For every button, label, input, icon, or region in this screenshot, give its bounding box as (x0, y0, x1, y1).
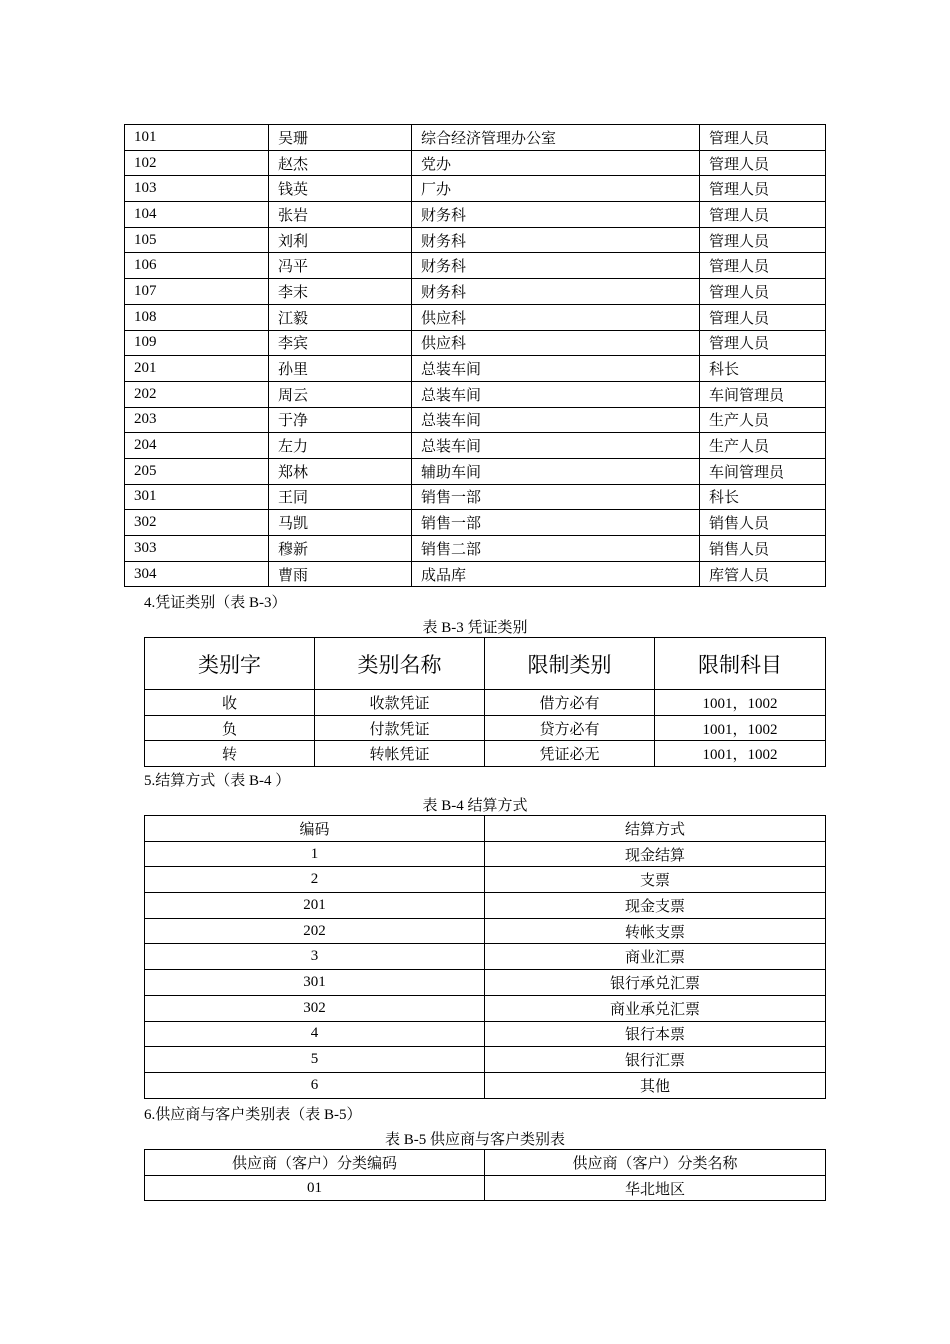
table-cell: 销售人员 (700, 536, 826, 562)
table-cell: 贷方必有 (485, 715, 655, 741)
employee-row (125, 176, 826, 202)
employee-table (124, 124, 826, 587)
table-cell: 科长 (700, 356, 826, 382)
table-cell: 成品库 (412, 561, 700, 587)
table-cell: 凭证必无 (485, 741, 655, 767)
table-cell: 财务科 (412, 227, 700, 253)
table-cell: 102 (125, 150, 269, 176)
table-cell: 李末 (269, 279, 412, 305)
table-b4-caption: 表 B-4 结算方式 (422, 798, 528, 814)
table-cell: 销售二部 (412, 536, 700, 562)
table-cell: 202 (145, 918, 485, 944)
table-cell: 支票 (485, 867, 826, 893)
table-cell: 1 (145, 841, 485, 867)
table-cell: 2 (145, 867, 485, 893)
table-cell: 借方必有 (485, 690, 655, 716)
table-cell: 马凯 (269, 510, 412, 536)
employee-row (125, 458, 826, 484)
settlement-row (145, 867, 826, 893)
header-code: 编码 (145, 816, 485, 842)
employee-row (125, 484, 826, 510)
employee-row (125, 227, 826, 253)
employee-row (125, 125, 826, 151)
table-b5-caption: 表 B-5 供应商与客户类别表 (384, 1132, 565, 1148)
employee-row (125, 304, 826, 330)
table-cell: 管理人员 (700, 176, 826, 202)
table-cell: 银行承兑汇票 (485, 970, 826, 996)
table-cell: 财务科 (412, 253, 700, 279)
table-cell: 总装车间 (412, 407, 700, 433)
table-cell: 党办 (412, 150, 700, 176)
table-cell: 107 (125, 279, 269, 305)
employee-row (125, 253, 826, 279)
table-cell: 销售一部 (412, 484, 700, 510)
header-category-name: 类别名称 (315, 638, 485, 690)
table-cell: 4 (145, 1021, 485, 1047)
table-cell: 负 (145, 715, 315, 741)
table-cell: 201 (145, 893, 485, 919)
employee-row (125, 561, 826, 587)
table-cell: 江毅 (269, 304, 412, 330)
employee-row (125, 433, 826, 459)
header-category-name: 供应商（客户）分类名称 (485, 1150, 826, 1176)
table-cell: 205 (125, 458, 269, 484)
table-cell: 刘利 (269, 227, 412, 253)
table-cell: 302 (125, 510, 269, 536)
table-cell: 销售人员 (700, 510, 826, 536)
supplier-customer-category-table (144, 1149, 826, 1201)
table-cell: 周云 (269, 381, 412, 407)
employee-row (125, 510, 826, 536)
table-cell: 1001，1002 (655, 715, 826, 741)
table-cell: 管理人员 (700, 304, 826, 330)
table-cell: 管理人员 (700, 125, 826, 151)
table-cell: 华北地区 (485, 1175, 826, 1201)
employee-row (125, 279, 826, 305)
table-cell: 收 (145, 690, 315, 716)
table-cell: 202 (125, 381, 269, 407)
table-cell: 总装车间 (412, 356, 700, 382)
table-cell: 科长 (700, 484, 826, 510)
employee-row (125, 407, 826, 433)
voucher-type-table (144, 637, 826, 767)
table-cell: 1001，1002 (655, 741, 826, 767)
settlement-row (145, 1047, 826, 1073)
settlement-row (145, 970, 826, 996)
table-cell: 销售一部 (412, 510, 700, 536)
voucher-type-row (145, 690, 826, 716)
table-cell: 穆新 (269, 536, 412, 562)
table-cell: 曹雨 (269, 561, 412, 587)
table-cell: 其他 (485, 1072, 826, 1098)
table-cell: 综合经济管理办公室 (412, 125, 700, 151)
table-cell: 孙里 (269, 356, 412, 382)
table-cell: 301 (125, 484, 269, 510)
employee-row (125, 202, 826, 228)
section5-heading: 5.结算方式（表 B-4 ） (144, 773, 291, 789)
table-cell: 104 (125, 202, 269, 228)
table-cell: 101 (125, 125, 269, 151)
voucher-type-row (145, 715, 826, 741)
table-cell: 现金支票 (485, 893, 826, 919)
table-cell: 吴珊 (269, 125, 412, 151)
header-category-code: 供应商（客户）分类编码 (145, 1150, 485, 1176)
header-category-char: 类别字 (145, 638, 315, 690)
table-cell: 转帐支票 (485, 918, 826, 944)
table-cell: 付款凭证 (315, 715, 485, 741)
settlement-row (145, 944, 826, 970)
table-cell: 财务科 (412, 279, 700, 305)
table-cell: 103 (125, 176, 269, 202)
table-cell: 郑林 (269, 458, 412, 484)
settlement-row (145, 995, 826, 1021)
table-cell: 收款凭证 (315, 690, 485, 716)
table-cell: 总装车间 (412, 381, 700, 407)
table-cell: 供应科 (412, 330, 700, 356)
employee-row (125, 536, 826, 562)
section6-heading: 6.供应商与客户类别表（表 B-5） (144, 1107, 362, 1123)
table-cell: 302 (145, 995, 485, 1021)
table-cell: 201 (125, 356, 269, 382)
table-cell: 冯平 (269, 253, 412, 279)
table-cell: 商业汇票 (485, 944, 826, 970)
table-cell: 203 (125, 407, 269, 433)
settlement-row (145, 1021, 826, 1047)
table-cell: 109 (125, 330, 269, 356)
table-cell: 管理人员 (700, 150, 826, 176)
table-cell: 6 (145, 1072, 485, 1098)
table-cell: 105 (125, 227, 269, 253)
table-b3-caption: 表 B-3 凭证类别 (422, 620, 528, 636)
table-cell: 5 (145, 1047, 485, 1073)
category-row (145, 1175, 826, 1201)
table-cell: 赵杰 (269, 150, 412, 176)
table-cell: 转帐凭证 (315, 741, 485, 767)
table-cell: 1001，1002 (655, 690, 826, 716)
table-cell: 李宾 (269, 330, 412, 356)
header-settlement-method: 结算方式 (485, 816, 826, 842)
table-cell: 现金结算 (485, 841, 826, 867)
table-cell: 供应科 (412, 304, 700, 330)
table-cell: 银行汇票 (485, 1047, 826, 1073)
table-cell: 管理人员 (700, 227, 826, 253)
settlement-method-table (144, 815, 826, 1099)
table-cell: 车间管理员 (700, 381, 826, 407)
table-cell: 转 (145, 741, 315, 767)
employee-row (125, 381, 826, 407)
settlement-row (145, 918, 826, 944)
table-cell: 303 (125, 536, 269, 562)
table-cell: 财务科 (412, 202, 700, 228)
employee-row (125, 356, 826, 382)
table-cell: 厂办 (412, 176, 700, 202)
settlement-row (145, 893, 826, 919)
table-cell: 辅助车间 (412, 458, 700, 484)
table-cell: 106 (125, 253, 269, 279)
table-cell: 301 (145, 970, 485, 996)
table-cell: 总装车间 (412, 433, 700, 459)
table-cell: 库管人员 (700, 561, 826, 587)
header-restriction-type: 限制类别 (485, 638, 655, 690)
table-cell: 生产人员 (700, 433, 826, 459)
table-cell: 管理人员 (700, 253, 826, 279)
table-cell: 01 (145, 1175, 485, 1201)
table-cell: 于净 (269, 407, 412, 433)
table-cell: 钱英 (269, 176, 412, 202)
employee-row (125, 150, 826, 176)
table-cell: 商业承兑汇票 (485, 995, 826, 1021)
table-cell: 生产人员 (700, 407, 826, 433)
employee-row (125, 330, 826, 356)
table-cell: 管理人员 (700, 330, 826, 356)
table-cell: 108 (125, 304, 269, 330)
table-cell: 张岩 (269, 202, 412, 228)
table-cell: 王同 (269, 484, 412, 510)
section4-heading: 4.凭证类别（表 B-3） (144, 595, 287, 611)
settlement-row (145, 1072, 826, 1098)
table-cell: 管理人员 (700, 202, 826, 228)
header-restriction-account: 限制科目 (655, 638, 826, 690)
table-cell: 车间管理员 (700, 458, 826, 484)
table-cell: 左力 (269, 433, 412, 459)
voucher-type-row (145, 741, 826, 767)
table-cell: 管理人员 (700, 279, 826, 305)
settlement-row (145, 841, 826, 867)
table-cell: 银行本票 (485, 1021, 826, 1047)
table-cell: 304 (125, 561, 269, 587)
table-cell: 3 (145, 944, 485, 970)
table-cell: 204 (125, 433, 269, 459)
